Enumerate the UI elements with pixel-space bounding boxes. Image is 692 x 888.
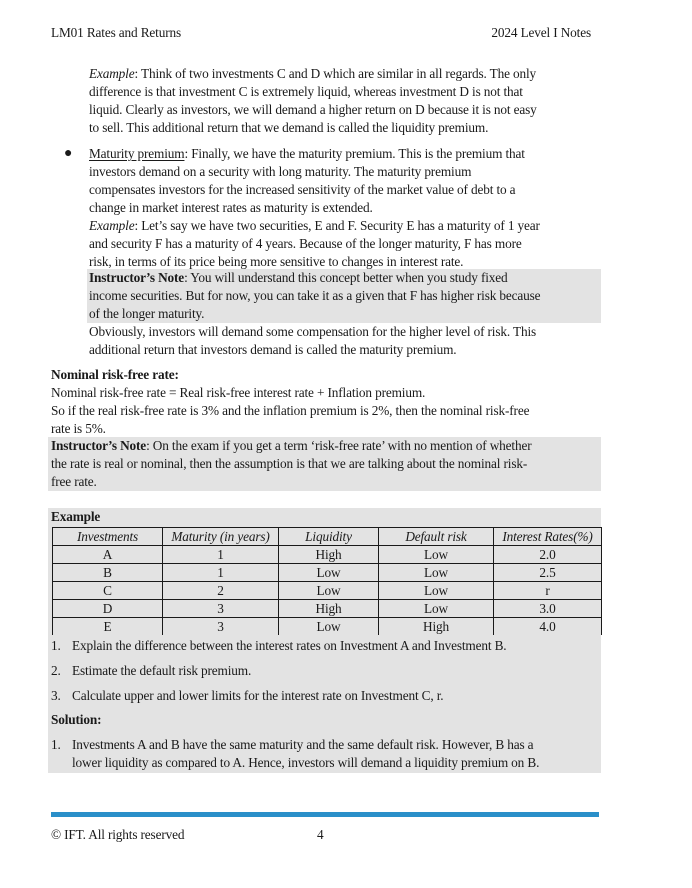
investments-table: [52, 527, 602, 635]
nominal-rate-section: [51, 366, 601, 438]
maturity-premium-line: compensates investors for the increased sensitivity of the market value of debt to a: [89, 182, 516, 197]
maturity-premium-line: investors demand on a security with long maturity. The maturity premium: [89, 164, 472, 179]
maturity-closing-line: additional return that investors demand is called the maturity premium.: [89, 342, 457, 357]
table-cell: High: [379, 618, 494, 636]
table-cell: 2.5: [494, 564, 602, 582]
table-cell: Low: [279, 582, 379, 600]
instructor-note-maturity: [87, 269, 601, 323]
liquidity-example-line: liquid. Clearly as investors, we will demand a higher return on D because it is not easy: [89, 102, 537, 117]
bullet-icon: ●: [64, 146, 73, 161]
instructor-note-nominal: [48, 437, 601, 491]
liquidity-example-line: to sell. This additional return that we demand is called the liquidity premium.: [89, 120, 489, 135]
table-cell: 3.0: [494, 600, 602, 618]
solution-number: 1.: [51, 737, 61, 752]
table-cell: Low: [379, 546, 494, 564]
nominal-rate-formula: Nominal risk-free rate = Real risk-free interest rate + Inflation premium.: [51, 385, 426, 400]
table-cell: 4.0: [494, 618, 602, 636]
table-cell: Low: [279, 618, 379, 636]
table-cell: 3: [163, 600, 279, 618]
maturity-example-line: risk, in terms of its price being more sensitive to changes in interest rate.: [89, 254, 464, 269]
header-edition: 2024 Level I Notes: [491, 25, 591, 40]
maturity-premium-line: Maturity premium: Finally, we have the maturity premium. This is the premium that: [89, 146, 525, 161]
liquidity-example-paragraph: [89, 65, 601, 137]
footer-copyright: © IFT. All rights reserved: [51, 827, 185, 842]
question-number: 2.: [51, 663, 61, 678]
maturity-closing-paragraph: [89, 323, 601, 359]
table-cell: E: [53, 618, 163, 636]
question-text: Calculate upper and lower limits for the interest rate on Investment C, r.: [72, 688, 444, 703]
maturity-premium-term: Maturity premium: [89, 146, 185, 161]
header-module-title: LM01 Rates and Returns: [51, 25, 182, 40]
footer-page-number: 4: [317, 827, 324, 842]
table-cell: 2: [163, 582, 279, 600]
nominal-rate-example-line: So if the real risk-free rate is 3% and the inflation premium is 2%, then the nominal risk-free: [51, 403, 530, 418]
solution-line: lower liquidity as compared to A. Hence, investors will demand a liquidity premium on B.: [72, 755, 540, 770]
table-cell: Low: [379, 564, 494, 582]
table-row: [53, 600, 602, 618]
table-header-row: [53, 528, 602, 546]
table-cell: 2.0: [494, 546, 602, 564]
instructor-note-line: free rate.: [51, 474, 97, 489]
table-cell: High: [279, 546, 379, 564]
maturity-premium-line: change in market interest rates as maturity is extended.: [89, 200, 373, 215]
maturity-example-line: Example: Let’s say we have two securities, E and F. Security E has a maturity of 1 year: [89, 218, 540, 233]
question-text: Estimate the default risk premium.: [72, 663, 252, 678]
solution-heading: Solution:: [51, 712, 102, 727]
solution-line: Investments A and B have the same maturity and the same default risk. However, B has a: [72, 737, 534, 752]
table-cell: C: [53, 582, 163, 600]
maturity-premium-paragraph: [89, 145, 601, 271]
example-block-title: Example: [51, 509, 101, 524]
table-row: [53, 546, 602, 564]
liquidity-example-line: difference is that investment C is extremely liquid, whereas investment D is not that: [89, 84, 523, 99]
table-cell: 1: [163, 564, 279, 582]
table-row: [53, 618, 602, 636]
table-cell: r: [494, 582, 602, 600]
table-cell: Low: [279, 564, 379, 582]
column-header: Maturity (in years): [163, 528, 279, 546]
instructor-note-line: Instructor’s Note: On the exam if you get a term ‘risk-free rate’ with no mention of whether: [51, 438, 532, 453]
table-cell: 3: [163, 618, 279, 636]
table-cell: High: [279, 600, 379, 618]
instructor-note-label: Instructor’s Note: [51, 438, 147, 453]
table-row: [53, 564, 602, 582]
nominal-rate-example-line: rate is 5%.: [51, 421, 106, 436]
example-label: Example: [89, 66, 135, 81]
table-cell: 1: [163, 546, 279, 564]
column-header: Default risk: [379, 528, 494, 546]
table-cell: A: [53, 546, 163, 564]
question-number: 3.: [51, 688, 61, 703]
table-cell: B: [53, 564, 163, 582]
question-text: Explain the difference between the interest rates on Investment A and Investment B.: [72, 638, 507, 653]
example-label: Example: [89, 218, 135, 233]
table-row: [53, 582, 602, 600]
column-header: Investments: [53, 528, 163, 546]
instructor-note-line: income securities. But for now, you can take it as a given that F has higher risk because: [89, 288, 541, 303]
table-cell: Low: [379, 582, 494, 600]
column-header: Interest Rates(%): [494, 528, 602, 546]
footer-divider-bar: [51, 812, 599, 817]
maturity-example-line: and security F has a maturity of 4 years. Because of the longer maturity, F has more: [89, 236, 522, 251]
instructor-note-line: of the longer maturity.: [89, 306, 205, 321]
instructor-note-line: the rate is real or nominal, then the assumption is that we are talking about the nominal risk-: [51, 456, 528, 471]
question-number: 1.: [51, 638, 61, 653]
table-cell: Low: [379, 600, 494, 618]
instructor-note-line: Instructor’s Note: You will understand this concept better when you study fixed: [89, 270, 508, 285]
maturity-closing-line: Obviously, investors will demand some compensation for the higher level of risk. This: [89, 324, 537, 339]
table-cell: D: [53, 600, 163, 618]
column-header: Liquidity: [279, 528, 379, 546]
instructor-note-label: Instructor’s Note: [89, 270, 185, 285]
liquidity-example-line: Example: Think of two investments C and D which are similar in all regards. The only: [89, 66, 537, 81]
nominal-rate-heading: Nominal risk-free rate:: [51, 367, 179, 382]
